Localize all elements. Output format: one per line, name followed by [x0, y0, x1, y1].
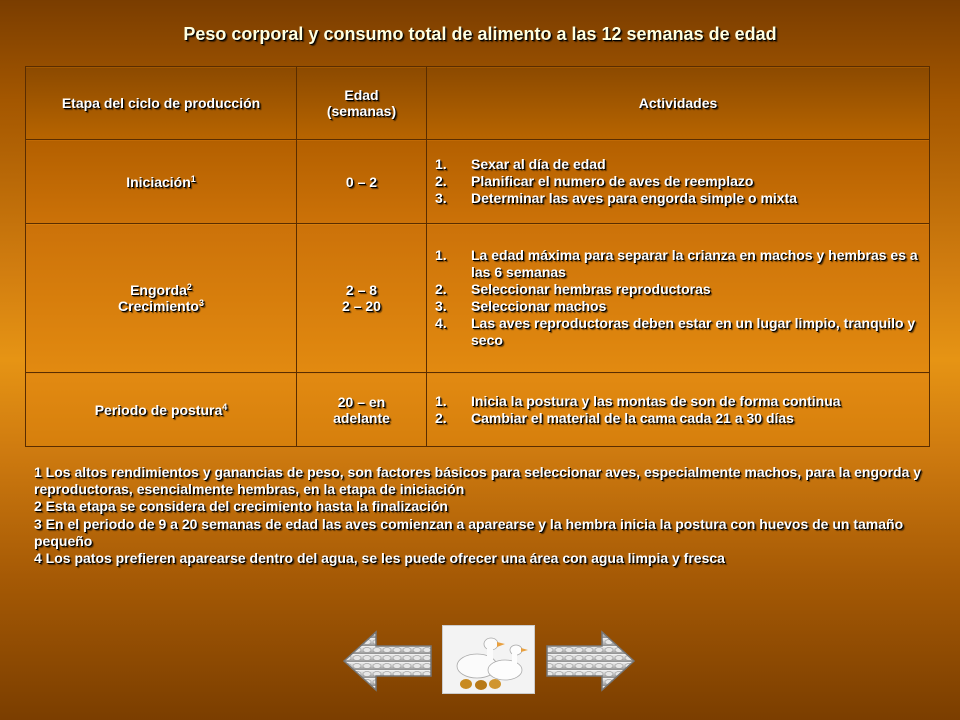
activities-list: [433, 393, 923, 427]
header-activities: Actividades: [427, 67, 930, 140]
table-row: [26, 373, 930, 447]
age-value: 0 – 2: [345, 173, 378, 190]
stage-cell: [26, 373, 297, 447]
footnote: 4 Los patos prefieren aparearse dentro del agua, se les puede ofrecer una área con agua limpia y fresca: [34, 550, 725, 567]
arrow-right-icon[interactable]: [544, 630, 636, 692]
activities-cell: [427, 224, 930, 373]
header-stage: Etapa del ciclo de producción: [26, 67, 297, 140]
list-item: 1. La edad máxima para separar la crianza en machos y hembras es a las 6 semanas: [435, 247, 918, 280]
activities-list: [433, 156, 923, 207]
footnote: 3 En el periodo de 9 a 20 semanas de edad las aves comienzan a aparearse y la hembra inicia la postura con huevos de un tamaño pequeño: [34, 515, 904, 549]
table-row: [26, 140, 930, 224]
list-item: 1. Inicia la postura y las montas de son de forma continua: [435, 392, 841, 409]
table-header-row: [26, 67, 930, 140]
list-item: 2. Planificar el numero de aves de reemplazo: [435, 173, 754, 189]
header-age: [297, 67, 427, 140]
list-item: 4. Las aves reproductoras deben estar en un lugar limpio, tranquilo y seco: [435, 315, 916, 348]
age-cell: [297, 140, 427, 224]
stage-label: Engorda$^2$: [130, 282, 192, 298]
age-cell: [297, 224, 427, 373]
table-row: [26, 224, 930, 373]
age-value: adelante: [333, 409, 390, 426]
list-item: 2. Seleccionar hembras reproductoras: [435, 281, 711, 297]
arrow-left-icon[interactable]: [342, 630, 434, 692]
stage-label: Crecimiento$^3$: [118, 298, 204, 314]
ducks-image: [442, 625, 535, 694]
list-item: 3. Determinar las aves para engorda simple o mixta: [435, 190, 798, 206]
footnote: 1 Los altos rendimientos y ganancias de peso, son factores básicos para seleccionar aves, especialmente machos, para la engorda y reproductoras, esencialmente hembras, en la etapa de iniciación: [34, 464, 922, 498]
age-value: 20 – en: [337, 393, 386, 410]
stage-cell: [26, 224, 297, 373]
header-age-line2: (semanas): [326, 103, 397, 119]
age-value: 2 – 8: [345, 282, 378, 298]
production-stages-table: [25, 66, 930, 447]
age-cell: [297, 373, 427, 447]
footnotes: [34, 464, 934, 567]
stage-label: Iniciación$^1$: [126, 173, 196, 190]
list-item: 2. Cambiar el material de la cama cada 21 a 30 días: [435, 409, 794, 426]
stage-cell: [26, 140, 297, 224]
list-item: 3. Seleccionar machos: [435, 298, 607, 314]
header-age-line1: Edad: [344, 87, 379, 103]
slide-title: Peso corporal y consumo total de alimento a las 12 semanas de edad: [183, 24, 777, 44]
age-value: 2 – 20: [342, 298, 381, 314]
list-item: 1. Sexar al día de edad: [435, 156, 606, 172]
activities-cell: [427, 140, 930, 224]
activities-cell: [427, 373, 930, 447]
footnote: 2 Esta etapa se considera del crecimiento hasta la finalización: [34, 498, 448, 515]
stage-label: Periodo de postura$^4$: [94, 401, 228, 418]
activities-list: [433, 247, 923, 349]
